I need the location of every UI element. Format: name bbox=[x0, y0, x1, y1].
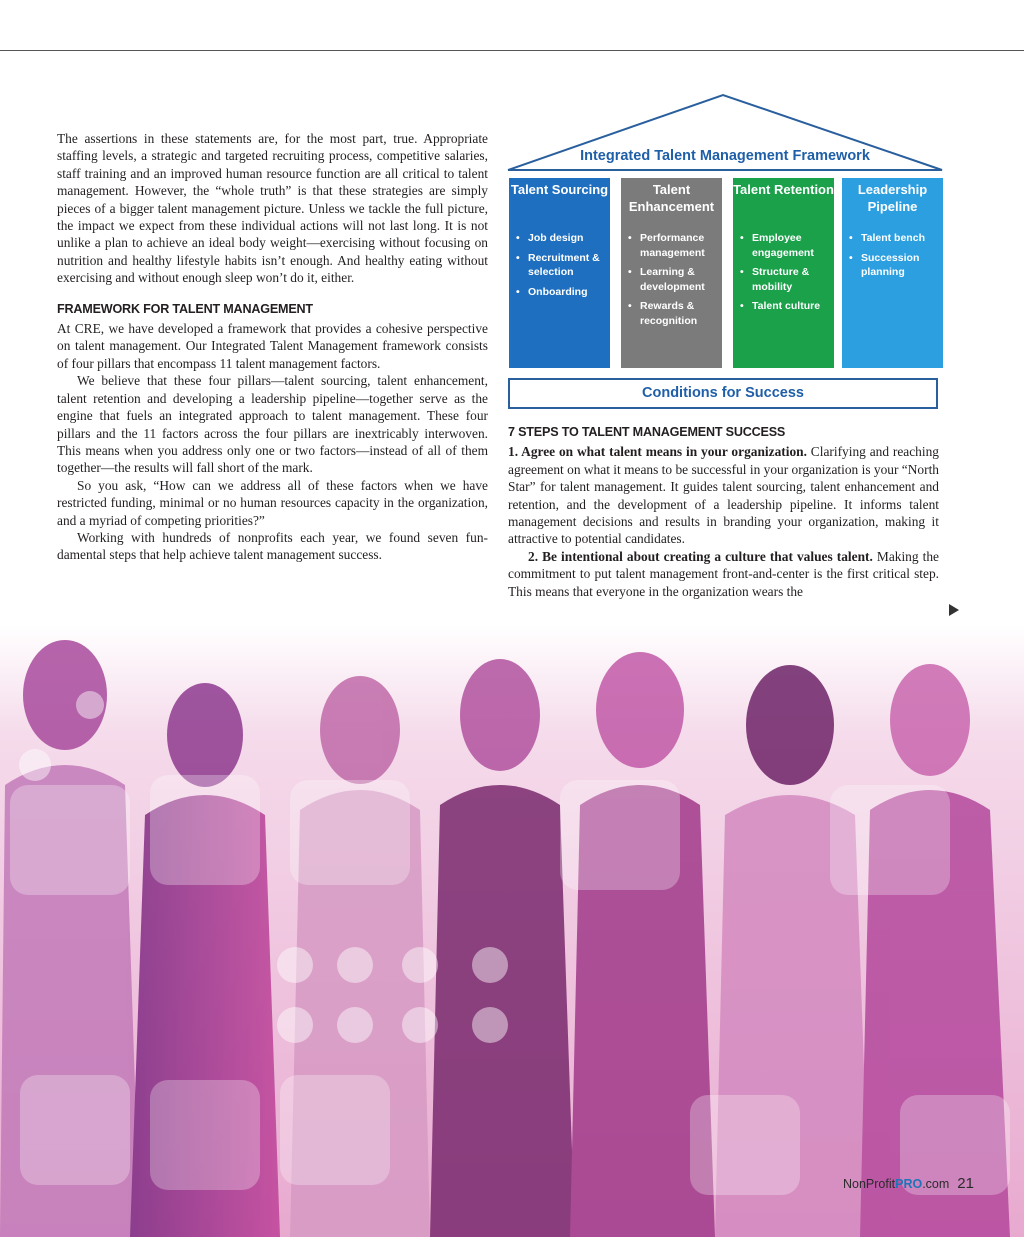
pillar-talent-retention bbox=[733, 178, 834, 368]
step-2-lead: 2. Be intentional about creating a culture that values talent. bbox=[528, 548, 873, 564]
pillar-item: • Rewards & recognition bbox=[625, 299, 718, 328]
pillar-item: • Structure & mobility bbox=[737, 265, 830, 294]
site-suffix: .com bbox=[922, 1177, 950, 1191]
step-2-text: Making the commitment to put talent management front-and-center is the first critical step. This means that everyone in the organization wears the bbox=[508, 548, 939, 599]
page-footer bbox=[843, 1175, 974, 1192]
pillar-title: Leadership Pipeline bbox=[857, 182, 928, 214]
pillar-item: • Recruitment & selection bbox=[513, 251, 606, 280]
paragraph-seven-steps: Working with hundreds of nonprofits each year, we found seven fundamental steps that help achieve talent management success. bbox=[57, 529, 488, 563]
section-heading-steps: 7 STEPS TO TALENT MANAGEMENT SUCCESS bbox=[508, 425, 786, 439]
conditions-for-success: Conditions for Success bbox=[508, 378, 938, 409]
talent-framework-diagram bbox=[505, 92, 945, 414]
header-rule bbox=[0, 50, 1024, 51]
step-1-text: Clarifying and reaching agreement on what it means to be successful in your organization is your “North Star” for talent management. It guides talent sourcing, talent enhancement and retention, and the development of a leadership pipeline. It informs talent management decisions and results in branding your organization, making it attractive to potential candidates. bbox=[508, 444, 939, 547]
section-heading-framework: FRAMEWORK FOR TALENT MANAGEMENT bbox=[57, 301, 313, 316]
left-column bbox=[57, 130, 488, 564]
page-number: 21 bbox=[957, 1175, 974, 1192]
paragraph-framework: At CRE, we have developed a framework that provides a cohesive perspective on talent management. Our Integrated Talent Management framework consists of four pillars that encompass 11 talent management factors. bbox=[57, 321, 488, 371]
pillar-item: • Performance management bbox=[625, 231, 718, 260]
pillar-title: Talent Sourcing bbox=[510, 182, 609, 197]
pillar-title: Talent Retention bbox=[733, 182, 834, 197]
pillar-item: • Learning & development bbox=[625, 265, 718, 294]
pillar-leadership-pipeline bbox=[842, 178, 943, 368]
pillar-item: • Talent culture bbox=[737, 299, 830, 314]
right-column bbox=[508, 424, 939, 600]
step-2-paragraph bbox=[508, 548, 939, 600]
pillar-item: • Employee engagement bbox=[737, 231, 830, 260]
paragraph-question: So you ask, “How can we address all of these factors when we have restricted funding, minimal or no human resources capacity in the organization, and a myriad of competing priorities?” bbox=[57, 477, 488, 528]
pillar-item: • Job design bbox=[513, 231, 606, 246]
step-1-paragraph bbox=[508, 443, 939, 547]
roof-outline bbox=[505, 92, 945, 182]
group-of-people-photo bbox=[0, 625, 1024, 1237]
pillar-talent-sourcing bbox=[509, 178, 610, 368]
site-brand: PRO bbox=[895, 1177, 923, 1191]
pillar-item: • Onboarding bbox=[513, 285, 606, 300]
continue-arrow-icon bbox=[949, 604, 959, 616]
paragraph-pillars: We believe that these four pillars—talent sourcing, talent enhancement, talent retention and developing a leadership pipeline—together serve as the engine that fuels an integrated approach to talent management. These four pillars and the 11 factors across the four pillars are inextricably interwoven. This means when you address only one or two factors—instead of all of them together—the results will fall short of the mark. bbox=[57, 373, 488, 476]
paragraph-intro: The assertions in these statements are, for the most part, true. Appropriate staffing levels, a strategic and targeted recruiting process, competitive salaries, staff training and an improved human resource function are all critical to talent management. However, the “whole truth” is that these strategies are simply pieces of a bigger talent management picture. Unless we tackle the full picture, the impact we expect from these individual actions will not last long. It is not unlike a plan to achieve an ideal body weight—exercising without focusing on nutrition and healthy lifestyle habits isn’t enough. And healthy eating without exercising and without enough sleep won’t do it, either. bbox=[57, 131, 488, 286]
site-prefix: NonProfit bbox=[843, 1177, 896, 1191]
step-1-lead: 1. Agree on what talent means in your organization. bbox=[508, 444, 807, 460]
pillar-item: • Succession planning bbox=[846, 251, 939, 280]
framework-title: Integrated Talent Management Framework bbox=[580, 148, 870, 164]
pillar-title: Talent Enhancement bbox=[628, 182, 715, 214]
pillar-item: • Talent bench bbox=[846, 231, 939, 246]
pillar-talent-enhancement bbox=[621, 178, 722, 368]
